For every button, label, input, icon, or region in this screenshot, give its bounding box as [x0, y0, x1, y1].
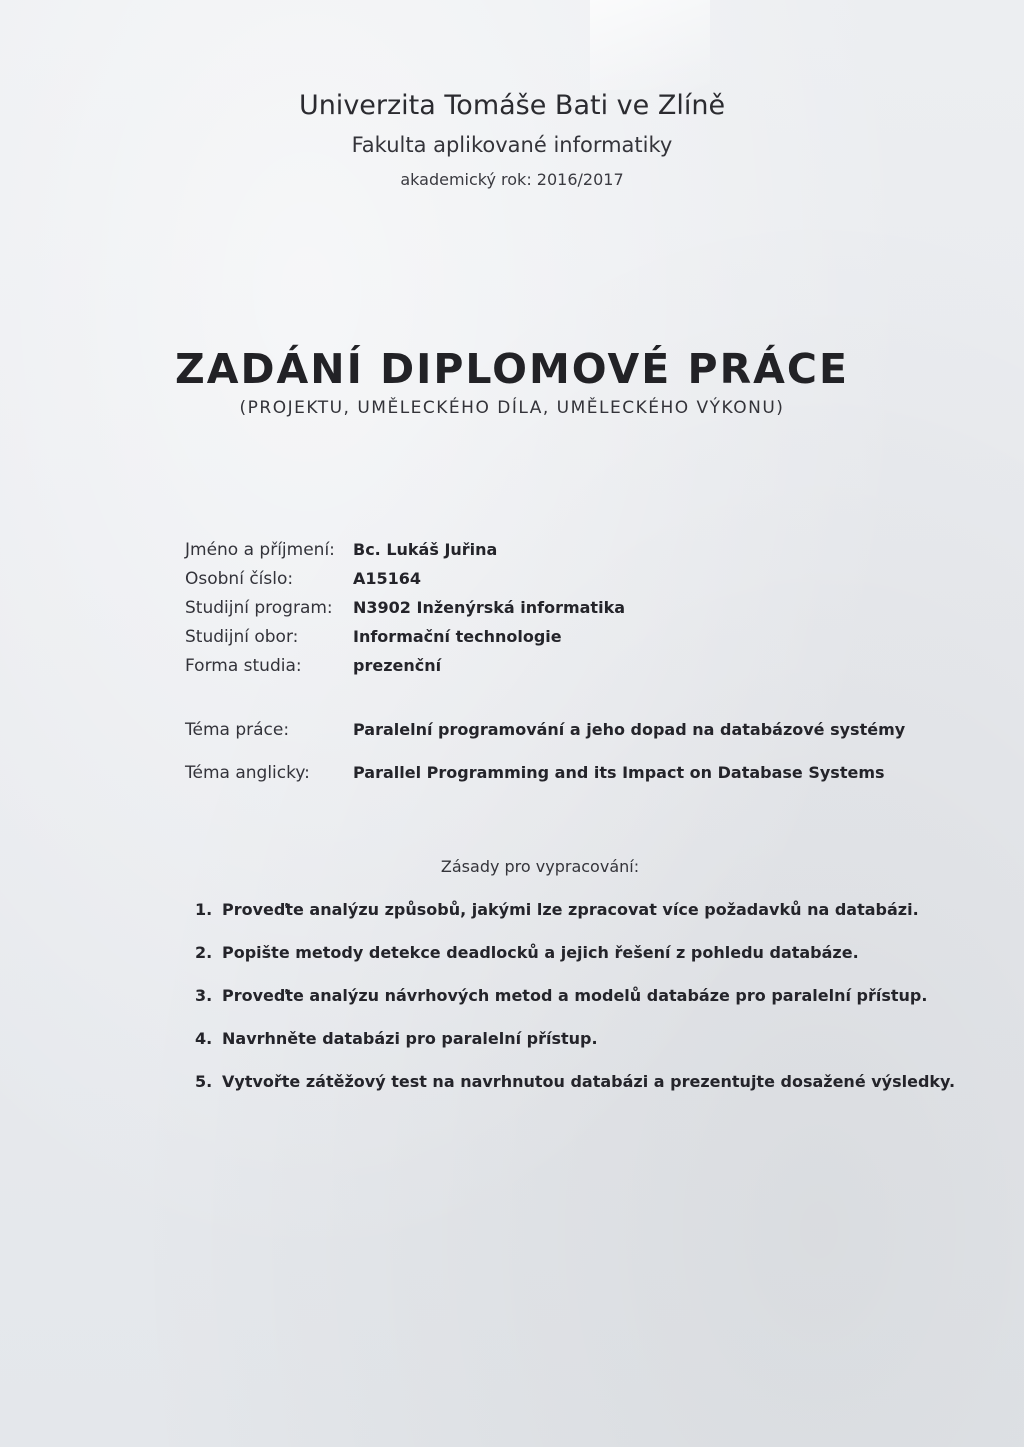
guideline-item — [195, 986, 928, 1029]
info-row-study-field — [185, 627, 885, 656]
document-title: ZADÁNÍ DIPLOMOVÉ PRÁCE — [175, 345, 849, 393]
info-value: prezenční — [353, 656, 442, 675]
info-row-study-program — [185, 598, 885, 627]
info-value: N3902 Inženýrská informatika — [353, 598, 625, 617]
info-value: Bc. Lukáš Juřina — [353, 540, 498, 559]
guideline-item — [195, 900, 925, 943]
student-info-table — [185, 540, 885, 685]
faculty-name: Fakulta aplikované informatiky — [351, 133, 673, 157]
document-subtitle: (PROJEKTU, UMĚLECKÉHO DÍLA, UMĚLECKÉHO VÝKONU) — [239, 398, 785, 418]
guideline-item — [195, 1072, 956, 1115]
info-row-study-form — [185, 656, 885, 685]
academic-year: akademický rok: 2016/2017 — [400, 170, 624, 189]
info-label: Osobní číslo: — [185, 569, 294, 589]
guidelines-list — [195, 900, 956, 1115]
guideline-number: 2. — [195, 943, 213, 962]
guideline-text: Popište metody detekce deadlocků a jejich řešení z pohledu databáze. — [222, 943, 859, 962]
info-row-personal-number — [185, 569, 885, 598]
topic-en-label: Téma anglicky: — [185, 763, 310, 783]
info-value: A15164 — [353, 569, 422, 588]
guideline-item — [195, 1029, 925, 1072]
university-name: Univerzita Tomáše Bati ve Zlíně — [298, 90, 726, 121]
guideline-number: 5. — [195, 1072, 213, 1091]
info-label: Studijní program: — [185, 598, 333, 618]
guideline-number: 4. — [195, 1029, 213, 1048]
guideline-number: 1. — [195, 900, 213, 919]
topic-en-value: Parallel Programming and its Impact on Database Systems — [353, 763, 885, 782]
topic-label: Téma práce: — [185, 720, 290, 740]
info-row-name — [185, 540, 885, 569]
topic-value: Paralelní programování a jeho dopad na databázové systémy — [353, 720, 906, 739]
info-label: Studijní obor: — [185, 627, 299, 647]
guideline-text: Proveďte analýzu způsobů, jakými lze zpracovat více požadavků na databázi. — [222, 900, 919, 919]
paper-fold-highlight — [590, 0, 710, 90]
guideline-number: 3. — [195, 986, 213, 1005]
guidelines-heading: Zásady pro vypracování: — [440, 857, 640, 876]
guideline-item — [195, 943, 925, 986]
guideline-text: Vytvořte zátěžový test na navrhnutou databázi a prezentujte dosažené výsledky. — [222, 1072, 956, 1091]
guideline-text: Navrhněte databázi pro paralelní přístup. — [222, 1029, 598, 1048]
info-label: Jméno a příjmení: — [185, 540, 335, 560]
info-value: Informační technologie — [353, 627, 562, 646]
guideline-text: Proveďte analýzu návrhových metod a modelů databáze pro paralelní přístup. — [222, 986, 928, 1005]
info-label: Forma studia: — [185, 656, 302, 676]
